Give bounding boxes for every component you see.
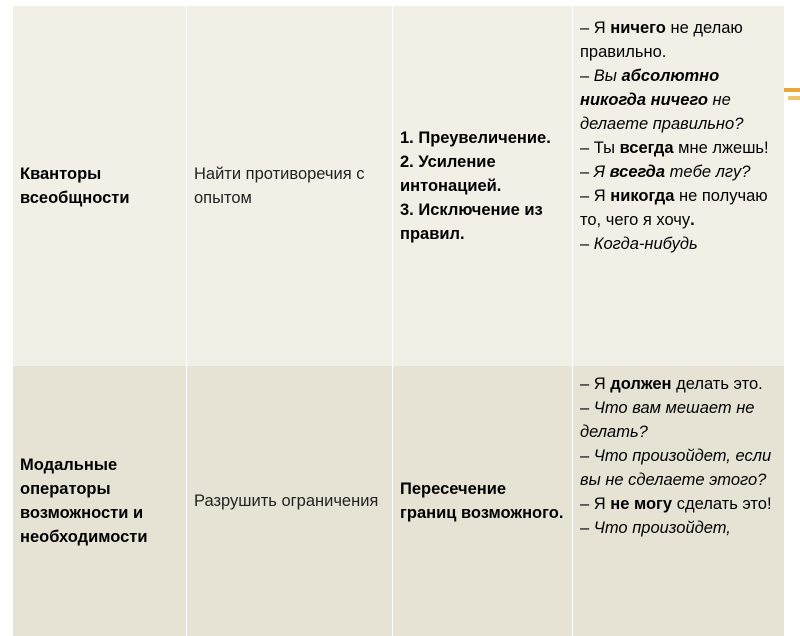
example-text: . bbox=[690, 211, 695, 229]
example-line bbox=[580, 444, 778, 492]
decorative-bar bbox=[788, 96, 800, 100]
example-text: – Когда-нибудь bbox=[580, 235, 698, 253]
table-cell-technique bbox=[393, 366, 573, 636]
content-table bbox=[12, 6, 784, 636]
example-text: – Что вам мешает не делать? bbox=[580, 399, 755, 441]
example-line bbox=[580, 64, 778, 136]
example-text: – Я bbox=[580, 163, 610, 181]
example-text: не могу bbox=[610, 495, 673, 513]
table-cell-category: Кванторы всеобщности bbox=[13, 6, 187, 366]
example-text: делать это. bbox=[671, 375, 763, 393]
example-line bbox=[580, 16, 778, 64]
example-line bbox=[580, 232, 778, 256]
example-text: должен bbox=[610, 375, 672, 393]
example-text: – Ты bbox=[580, 139, 620, 157]
example-text: не делаете правильно? bbox=[580, 91, 744, 133]
example-text: – Я bbox=[580, 187, 611, 205]
table-row bbox=[13, 366, 784, 636]
example-text: не получаю то, чего я хочу bbox=[580, 187, 768, 229]
example-line bbox=[580, 492, 778, 516]
example-line bbox=[580, 516, 778, 540]
example-line bbox=[580, 184, 778, 232]
example-text: никогда bbox=[610, 187, 675, 205]
example-text: не делаю правильно. bbox=[580, 19, 743, 61]
example-text: абсолютно никогда ничего bbox=[580, 67, 720, 109]
table-cell-examples bbox=[573, 6, 784, 366]
decorative-bar bbox=[782, 88, 800, 92]
example-line bbox=[580, 160, 778, 184]
example-text: всегда bbox=[609, 163, 666, 181]
example-text: – Я bbox=[580, 375, 611, 393]
table-row bbox=[13, 6, 784, 366]
table-cell-technique bbox=[393, 6, 573, 366]
example-text: – Вы bbox=[580, 67, 622, 85]
example-text: всегда bbox=[619, 139, 674, 157]
table-cell-goal: Разрушить ограничения bbox=[187, 366, 393, 636]
example-text: – Что произойдет, если вы не сделаете этого? bbox=[580, 447, 772, 489]
table-cell-goal: Найти противоречия с опытом bbox=[187, 6, 393, 366]
technique-line: 1. Преувеличение. bbox=[400, 129, 551, 147]
example-line bbox=[580, 372, 778, 396]
table-cell-category: Модальные операторы возможности и необходимости bbox=[13, 366, 187, 636]
technique-line: 3. Исключение из правил. bbox=[400, 201, 543, 243]
example-text: мне лжешь! bbox=[673, 139, 769, 157]
example-text: – Я bbox=[580, 495, 611, 513]
example-text: – Что произойдет, bbox=[580, 519, 731, 537]
example-text: ничего bbox=[610, 19, 666, 37]
example-line bbox=[580, 136, 778, 160]
technique-line: Пересечение границ возможного. bbox=[400, 480, 564, 522]
example-text: тебе лгу? bbox=[665, 163, 751, 181]
example-text: – Я bbox=[580, 19, 611, 37]
example-line bbox=[580, 396, 778, 444]
example-text: сделать это! bbox=[672, 495, 772, 513]
table-cell-examples bbox=[573, 366, 784, 636]
technique-line: 2. Усиление интонацией. bbox=[400, 153, 502, 195]
